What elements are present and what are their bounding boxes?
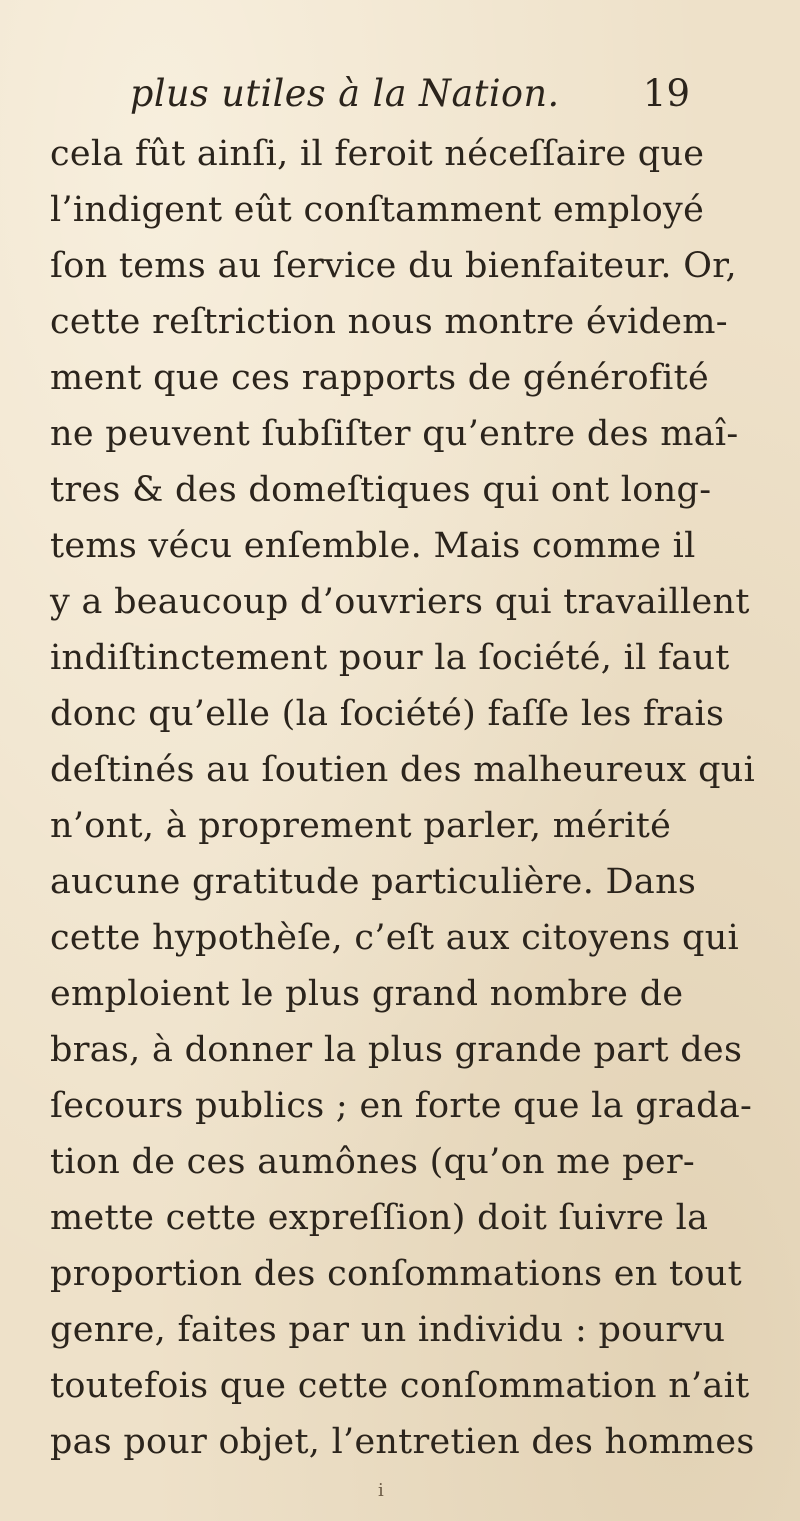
- text-line: tres & des domeſtiques qui ont long-: [50, 470, 712, 510]
- page-number: 19: [642, 72, 690, 115]
- text-line: bras, à donner la plus grande part des: [50, 1030, 743, 1070]
- text-line: donc qu’elle (la ſociété) faſſe les frais: [50, 694, 725, 734]
- text-line: indiſtinctement pour la ſociété, il faut: [50, 638, 730, 678]
- text-line: y a beaucoup d’ouvriers qui travaillent: [50, 582, 750, 622]
- text-line: ſecours publics ; en forte que la grada-: [50, 1086, 753, 1126]
- text-line: n’ont, à proprement parler, mérité: [50, 806, 672, 846]
- running-title: plus utiles à la Nation.: [130, 72, 560, 115]
- text-line: cette hypothèſe, c’eſt aux citoyens qui: [50, 918, 740, 958]
- text-line: tion de ces aumônes (qu’on me per-: [50, 1142, 696, 1182]
- text-line: cela fût ainſi, il feroit néceſſaire que: [50, 134, 705, 174]
- running-head: [130, 72, 690, 122]
- text-line: ment que ces rapports de générofité: [50, 358, 710, 398]
- text-line: proportion des conſommations en tout: [50, 1254, 742, 1294]
- text-line: emploient le plus grand nombre de: [50, 974, 684, 1014]
- text-line: tems vécu enſemble. Mais comme il: [50, 526, 696, 566]
- text-line: cette reſtriction nous montre évidem-: [50, 302, 728, 342]
- text-line: aucune gratitude particulière. Dans: [50, 862, 697, 902]
- text-line: toutefois que cette conſommation n’ait: [50, 1366, 750, 1406]
- text-line: deſtinés au ſoutien des malheureux qui: [50, 750, 756, 790]
- text-line: pas pour objet, l’entretien des hommes: [50, 1422, 755, 1462]
- text-line: ne peuvent ſubſiſter qu’entre des maî-: [50, 414, 739, 454]
- text-line: l’indigent eût conſtamment employé: [50, 190, 705, 230]
- footer-mark: i: [378, 1480, 384, 1501]
- text-line: genre, faites par un individu : pourvu: [50, 1310, 726, 1350]
- text-line: ſon tems au ſervice du bienfaiteur. Or,: [50, 246, 737, 286]
- text-line: mette cette expreſſion) doit ſuivre la: [50, 1198, 709, 1238]
